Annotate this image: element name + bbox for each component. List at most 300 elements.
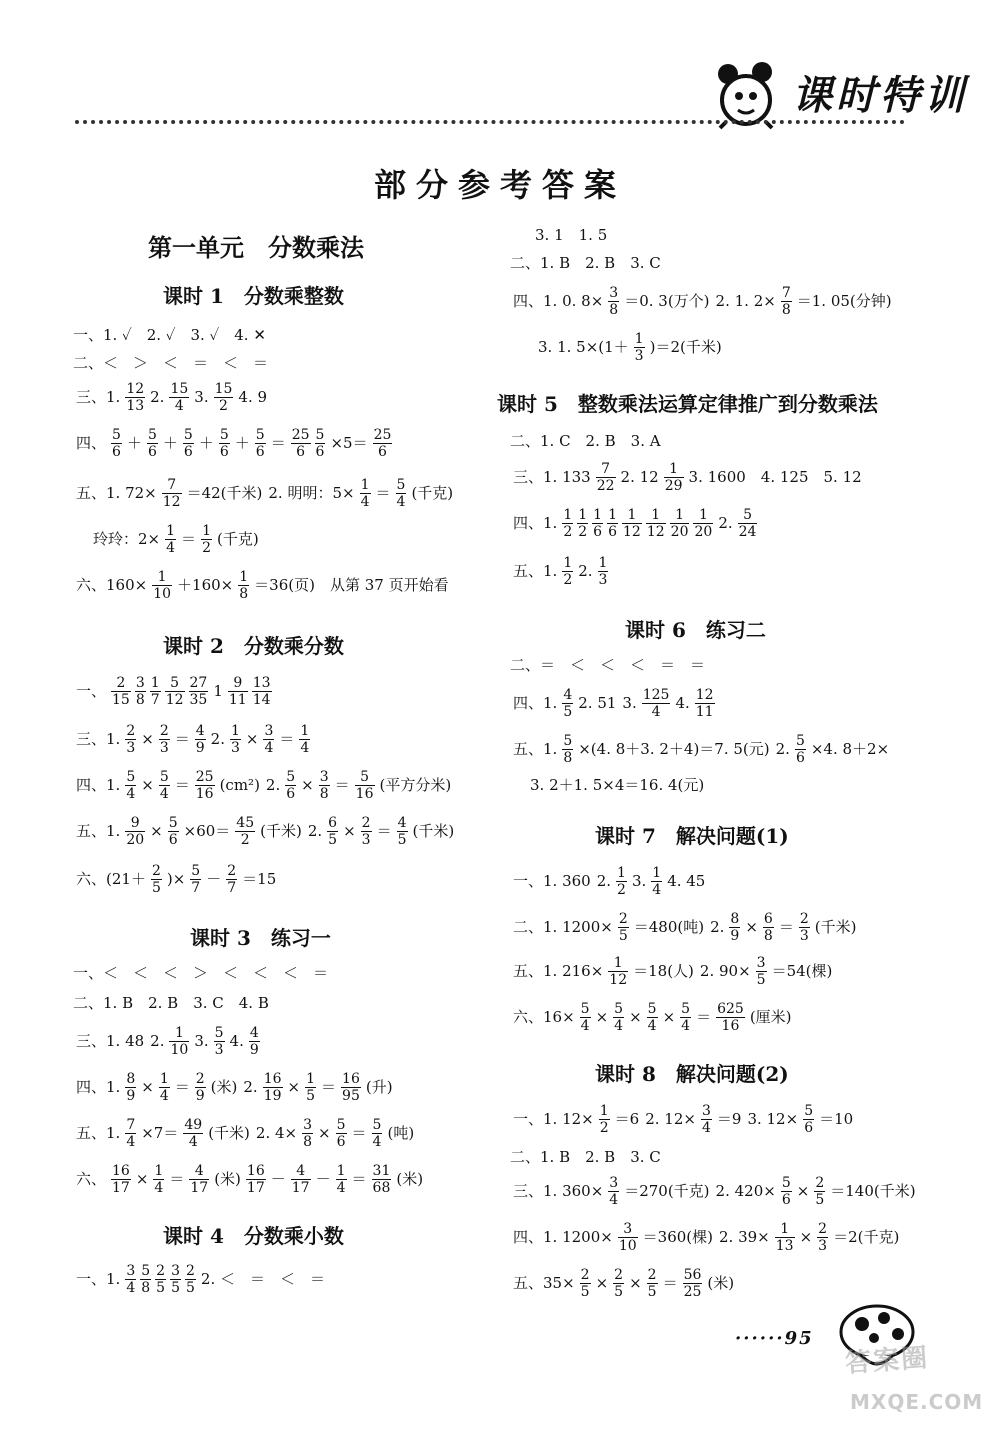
fraction	[729, 912, 740, 943]
text-segment: 2.	[578, 561, 593, 580]
fraction-numerator: 2	[614, 1267, 624, 1283]
fraction-denominator: 5	[397, 832, 407, 848]
fraction	[195, 770, 215, 801]
fraction-numerator: 2	[818, 1221, 828, 1237]
fraction-numerator: 1	[336, 1163, 346, 1179]
text-segment: ＝480(吨)	[633, 917, 705, 936]
text-segment: ＝18(人)	[633, 961, 694, 980]
fraction-denominator: 6	[315, 444, 325, 460]
fraction-numerator: 1	[150, 675, 160, 691]
fraction-numerator: 1	[152, 570, 172, 586]
fraction-denominator: 10	[170, 1042, 189, 1058]
fraction-denominator: 4	[360, 494, 370, 510]
text-segment: (千米)	[208, 1123, 250, 1142]
fraction	[302, 1118, 313, 1149]
fraction-denominator: 13	[775, 1238, 794, 1254]
text-segment: (千米)	[412, 821, 455, 840]
text-segment: ＝	[351, 1169, 367, 1188]
text-segment: ×60＝	[183, 821, 231, 840]
fraction	[683, 1268, 703, 1299]
fraction-numerator: 1	[230, 723, 240, 739]
lesson-1-row-4	[73, 428, 394, 459]
fraction-denominator: 6	[183, 444, 193, 460]
text-segment: 2. 4×	[255, 1123, 298, 1142]
text-segment: ＋160×	[177, 575, 234, 594]
fraction-denominator: 5	[156, 1280, 166, 1296]
fraction-denominator: 2	[563, 524, 573, 540]
fraction-denominator: 2	[202, 540, 211, 556]
fraction-numerator: 5	[255, 427, 265, 443]
fraction	[201, 524, 212, 555]
fraction-denominator: 4	[154, 1180, 164, 1196]
text-segment: ＝	[375, 483, 391, 502]
text-segment: ×7＝	[141, 1123, 179, 1142]
fraction	[756, 956, 767, 987]
lesson-7-row-4	[510, 1002, 795, 1033]
lesson-1-row-2: 二、＜ ＞ ＜ ＝ ＜ ＝	[73, 354, 269, 372]
fraction	[361, 816, 372, 847]
text-segment: ×4. 8＋2×	[810, 739, 890, 758]
fraction	[618, 912, 629, 943]
text-segment: )×	[166, 869, 186, 888]
fraction-denominator: 5	[618, 928, 628, 944]
lesson-7-row-2	[510, 912, 859, 943]
fraction-denominator: 24	[738, 524, 757, 540]
text-segment: ×	[745, 917, 758, 936]
lesson-3-row-3	[73, 1026, 262, 1057]
fraction-denominator: 8	[141, 1280, 151, 1296]
fraction-numerator: 2	[186, 1263, 195, 1279]
text-segment: ＝	[334, 775, 350, 794]
fraction-denominator: 6	[593, 524, 603, 540]
fraction-denominator: 9	[195, 1088, 205, 1104]
text-segment: 2.	[710, 917, 725, 936]
lesson-3-row-1: 一、＜ ＜ ＜ ＞ ＜ ＜ ＜ ＝	[73, 964, 329, 982]
lesson-5-row-4	[510, 556, 610, 587]
text-segment: ×	[318, 1123, 331, 1142]
fraction	[781, 286, 792, 317]
text-segment: 六、160×	[76, 575, 148, 594]
fraction-numerator: 16	[112, 1163, 130, 1179]
text-segment: ＝	[376, 821, 392, 840]
fraction	[799, 912, 810, 943]
text-segment: 2. 39×	[719, 1227, 770, 1246]
fraction	[152, 570, 172, 601]
fraction	[634, 332, 645, 363]
text-segment: ×	[595, 1007, 609, 1026]
fraction-denominator: 2	[578, 524, 588, 540]
fraction-denominator: 6	[296, 444, 306, 460]
fraction-denominator: 16	[355, 786, 374, 802]
text-segment: ＝42(千米)	[186, 483, 263, 502]
fraction-numerator: 2	[361, 815, 371, 831]
fraction-numerator: 4	[189, 1164, 209, 1180]
fraction-denominator: 12	[165, 692, 184, 708]
fraction-denominator: 6	[255, 444, 265, 460]
fraction	[183, 428, 194, 459]
text-segment: ×	[796, 1181, 810, 1200]
lesson-5-title: 课时 5 整数乘法运算定律推广到分数乘法	[497, 392, 878, 416]
fraction-numerator: 15	[170, 381, 189, 397]
fraction	[125, 770, 136, 801]
text-segment: 2.	[150, 387, 165, 406]
fraction-denominator: 7	[150, 692, 160, 708]
fraction	[670, 508, 690, 539]
fraction-numerator: 5	[355, 770, 375, 786]
fraction-numerator: 4	[563, 687, 573, 703]
fraction	[111, 676, 131, 707]
fraction-numerator: 5	[165, 676, 185, 692]
fraction-numerator: 1	[166, 523, 176, 539]
fraction-denominator: 10	[153, 586, 172, 602]
text-segment: 三、1. 360×	[513, 1181, 604, 1200]
fraction-numerator: 1	[360, 477, 370, 493]
fraction-numerator: 5	[580, 1001, 590, 1017]
fraction-numerator: 2	[618, 911, 628, 927]
fraction	[155, 1264, 166, 1295]
text-segment: 4.	[675, 693, 690, 712]
fraction	[336, 1118, 347, 1149]
fraction-numerator: 5	[147, 427, 157, 443]
fraction	[246, 1164, 266, 1195]
fraction-denominator: 3	[159, 740, 169, 756]
fraction-denominator: 3	[230, 740, 240, 756]
fraction-denominator: 4	[651, 704, 661, 720]
fraction-numerator: 2	[647, 1267, 657, 1283]
lesson-1-title: 课时 1 分数乘整数	[163, 284, 344, 308]
text-segment: 六、	[76, 1169, 107, 1188]
unit-title: 第一单元 分数乘法	[148, 233, 364, 262]
fraction-denominator: 2	[240, 832, 250, 848]
fraction-denominator: 35	[189, 692, 208, 708]
brand-title: 课时特训	[792, 73, 968, 119]
fraction-denominator: 6	[112, 444, 121, 460]
text-segment: ＝270(千克)	[624, 1181, 710, 1200]
fraction-denominator: 4	[126, 786, 136, 802]
text-segment: (千米)	[260, 821, 302, 840]
text-segment: (千克)	[411, 483, 454, 502]
fraction	[803, 1104, 814, 1135]
fraction	[651, 866, 662, 897]
fraction-denominator: 2	[617, 882, 626, 898]
fraction	[125, 1118, 136, 1149]
fraction-denominator: 95	[342, 1088, 360, 1104]
fraction-numerator: 3	[756, 955, 766, 971]
text-segment: 3.	[194, 1031, 209, 1050]
lesson-3-title: 课时 3 练习一	[190, 926, 331, 950]
text-segment: 玲玲：2×	[93, 529, 161, 548]
fraction-denominator: 4	[188, 1134, 198, 1150]
fraction-denominator: 7	[227, 880, 237, 896]
fraction-denominator: 9	[249, 1042, 259, 1058]
lesson-7-row-3	[510, 956, 835, 987]
fraction-numerator: 2	[580, 1267, 590, 1283]
fraction-numerator: 8	[126, 1071, 136, 1087]
fraction-numerator: 1	[608, 507, 617, 523]
text-segment: 2. 12×	[645, 1109, 696, 1128]
fraction	[252, 676, 272, 707]
lesson-1-row-5	[73, 478, 456, 509]
fraction	[319, 770, 330, 801]
text-segment: 五、1. 72×	[76, 483, 157, 502]
fraction-numerator: 25	[291, 427, 310, 443]
text-segment: ×	[287, 1077, 301, 1096]
fraction-denominator: 22	[596, 478, 615, 494]
fraction-denominator: 9	[126, 1088, 136, 1104]
fraction-numerator: 13	[252, 675, 271, 691]
text-segment: (米)	[214, 1169, 241, 1188]
text-segment: 三、1. 48	[76, 1031, 145, 1050]
lesson-8-row-5	[510, 1268, 737, 1299]
fraction	[596, 462, 616, 493]
fraction-numerator: 3	[618, 1222, 638, 1238]
fraction-denominator: 3	[598, 572, 608, 588]
fraction-numerator: 8	[730, 911, 740, 927]
lesson-3-row-2: 二、1. B 2. B 3. C 4. B	[73, 994, 269, 1012]
text-segment: 2. ＜ ＝ ＜ ＝	[200, 1269, 326, 1288]
fraction	[135, 676, 146, 707]
fraction-numerator: 16	[342, 1071, 360, 1087]
fraction	[562, 508, 573, 539]
fraction	[150, 676, 161, 707]
fraction	[153, 1164, 164, 1195]
fraction-denominator: 12	[609, 972, 628, 988]
fraction-numerator: 4	[291, 1164, 311, 1180]
fraction-denominator: 3	[361, 832, 371, 848]
fraction	[613, 1002, 624, 1033]
fraction	[646, 508, 666, 539]
fraction	[169, 1026, 189, 1057]
text-segment: ＝0. 3(万个)	[624, 291, 710, 310]
text-segment: ＝	[778, 917, 794, 936]
text-segment: ＝	[696, 1007, 712, 1026]
text-segment: ＋	[234, 433, 250, 452]
fraction-denominator: 19	[263, 1088, 282, 1104]
fraction-denominator: 4	[159, 1088, 169, 1104]
fraction	[336, 1164, 347, 1195]
fraction-numerator: 5	[804, 1103, 814, 1119]
fraction-numerator: 1	[664, 462, 684, 478]
lesson-2-row-3	[73, 770, 454, 801]
fraction-denominator: 6	[336, 1134, 346, 1150]
fraction-numerator: 16	[246, 1163, 265, 1179]
fraction-denominator: 8	[303, 1134, 313, 1150]
fraction-numerator: 2	[156, 1263, 166, 1279]
fraction-numerator: 2	[815, 1175, 825, 1191]
fraction	[372, 1164, 392, 1195]
fraction-denominator: 20	[126, 832, 145, 848]
fraction	[716, 1002, 745, 1033]
page-number: ······95	[735, 1328, 814, 1349]
text-segment: 2.	[307, 821, 323, 840]
text-segment: 3. 1. 5×(1＋	[538, 337, 629, 356]
fraction	[814, 1176, 825, 1207]
fraction-numerator: 1	[300, 723, 310, 739]
fraction-numerator: 2	[111, 676, 131, 692]
fraction-denominator: 12	[646, 524, 665, 540]
text-segment: 2.	[775, 739, 790, 758]
text-segment: 四、1.	[513, 513, 558, 532]
text-segment: 六、16×	[513, 1007, 575, 1026]
fraction	[235, 816, 255, 847]
fraction-numerator: 5	[214, 1025, 224, 1041]
fraction	[795, 734, 806, 765]
text-segment: (厘米)	[749, 1007, 792, 1026]
lesson-8-row-4	[510, 1222, 902, 1253]
fraction-denominator: 5	[151, 880, 161, 896]
fraction-denominator: 5	[306, 1088, 316, 1104]
page-number-value: 95	[784, 1328, 814, 1349]
lesson-3-row-4	[73, 1072, 396, 1103]
fraction-numerator: 5	[336, 1117, 346, 1133]
fraction-numerator: 5	[795, 733, 805, 749]
fraction-denominator: 15	[112, 692, 130, 708]
text-segment: ＝360(棵)	[642, 1227, 713, 1246]
fraction	[183, 1118, 203, 1149]
lesson-6-row-3	[510, 734, 892, 765]
fraction-numerator: 1	[239, 569, 249, 585]
header-divider	[75, 120, 905, 124]
fraction	[219, 428, 230, 459]
fraction-denominator: 7	[191, 880, 201, 896]
fraction-numerator: 9	[125, 816, 145, 832]
lesson-6-row-1: 二、＝ ＜ ＜ ＜ ＝ ＝	[510, 656, 706, 674]
text-segment: 五、35×	[513, 1273, 575, 1292]
text-segment: 4.	[229, 1031, 244, 1050]
fraction-denominator: 17	[246, 1180, 265, 1196]
text-segment: ×	[141, 1077, 154, 1096]
text-segment: 2.	[596, 871, 612, 890]
lesson-1-row-7	[73, 570, 452, 601]
fraction-denominator: 4	[336, 1180, 346, 1196]
lesson-6-row-2	[510, 688, 717, 719]
fraction-numerator: 49	[184, 1117, 203, 1133]
fraction-numerator: 3	[171, 1263, 180, 1279]
text-segment: ＝54(棵)	[771, 961, 833, 980]
text-segment: ＝	[181, 529, 197, 548]
fraction	[291, 428, 311, 459]
fraction	[165, 676, 185, 707]
fraction	[562, 556, 573, 587]
text-segment: (千米)	[814, 917, 857, 936]
fraction-denominator: 8	[781, 302, 791, 318]
text-segment: ×	[141, 775, 154, 794]
fraction	[599, 1104, 610, 1135]
text-segment: 2.	[243, 1077, 258, 1096]
fraction	[577, 508, 588, 539]
text-segment: 2.	[210, 729, 225, 748]
watermark-url: MXQE.COM	[850, 1390, 984, 1414]
fraction	[226, 864, 237, 895]
fraction-numerator: 7	[781, 285, 791, 301]
fraction-numerator: 1	[775, 1222, 795, 1238]
fraction	[580, 1268, 591, 1299]
fraction-denominator: 10	[618, 1238, 637, 1254]
fraction	[147, 428, 158, 459]
fraction-denominator: 4	[166, 540, 176, 556]
fraction-numerator: 1	[693, 508, 713, 524]
fraction-denominator: 25	[683, 1284, 702, 1300]
text-segment: ＝	[279, 729, 295, 748]
lesson-6-row-4: 3. 2＋1. 5×4＝16. 4(元)	[530, 776, 705, 794]
fraction-numerator: 1	[563, 555, 573, 571]
lesson-7-row-1	[510, 866, 708, 897]
fraction-denominator: 29	[664, 478, 683, 494]
text-segment: 四、1.	[76, 1077, 121, 1096]
text-segment: ×	[595, 1273, 609, 1292]
text-segment: (米)	[210, 1077, 238, 1096]
fraction-numerator: 3	[609, 285, 619, 301]
fraction-numerator: 45	[236, 815, 255, 831]
fraction-denominator: 8	[563, 750, 573, 766]
fraction-denominator: 9	[195, 740, 205, 756]
fraction	[562, 688, 573, 719]
fraction-denominator: 16	[195, 786, 214, 802]
text-segment: －	[315, 1169, 331, 1188]
fraction-denominator: 6	[147, 444, 157, 460]
fraction-numerator: 1	[578, 507, 588, 523]
fraction	[642, 688, 671, 719]
text-segment: 二、1. 1200×	[513, 917, 613, 936]
lesson-4-title: 课时 4 分数乘小数	[163, 1224, 344, 1248]
fraction	[125, 382, 145, 413]
fraction-numerator: 16	[263, 1071, 282, 1087]
fraction	[592, 508, 603, 539]
fraction-numerator: 1	[634, 331, 644, 347]
text-segment: ＝	[174, 1077, 190, 1096]
lesson-3-row-5	[73, 1118, 417, 1149]
fraction-denominator: 8	[239, 586, 249, 602]
fraction	[607, 508, 618, 539]
text-segment: 四、1. 1200×	[513, 1227, 613, 1246]
text-segment: 四、1.	[513, 693, 558, 712]
text-segment: 3.	[631, 871, 647, 890]
fraction-denominator: 8	[609, 302, 619, 318]
text-segment: ＝6	[614, 1109, 640, 1128]
text-segment: 三、1. 133	[513, 467, 591, 486]
text-segment: 六、(21＋	[76, 869, 146, 888]
fraction	[701, 1104, 712, 1135]
lesson-2-row-1	[73, 676, 274, 707]
fraction-denominator: 4	[372, 1134, 382, 1150]
fraction	[562, 734, 573, 765]
text-segment: ×5＝	[330, 433, 368, 452]
fraction-denominator: 17	[112, 1180, 130, 1196]
text-segment: 4. 9	[238, 387, 268, 406]
fraction-numerator: 5	[141, 1263, 151, 1279]
text-segment: ＝1. 05(分钟)	[796, 291, 892, 310]
fraction	[598, 556, 609, 587]
text-segment: －	[206, 869, 222, 888]
fraction	[695, 688, 715, 719]
fraction	[168, 816, 179, 847]
text-segment: 一、1. 12×	[513, 1109, 594, 1128]
fraction-denominator: 9	[730, 928, 740, 944]
fraction-numerator: 1	[306, 1071, 316, 1087]
fraction-numerator: 5	[191, 863, 201, 879]
fraction-denominator: 4	[126, 1134, 136, 1150]
fraction-numerator: 2	[195, 1071, 205, 1087]
fraction-denominator: 14	[252, 692, 271, 708]
fraction-numerator: 4	[195, 723, 205, 739]
fraction-numerator: 2	[151, 863, 161, 879]
fraction-numerator: 12	[126, 381, 145, 397]
fraction-numerator: 7	[596, 462, 616, 478]
fraction-denominator: 4	[609, 1192, 619, 1208]
text-segment: 五、1.	[76, 821, 121, 840]
fraction	[125, 816, 145, 847]
fraction-numerator: 7	[126, 1117, 136, 1133]
